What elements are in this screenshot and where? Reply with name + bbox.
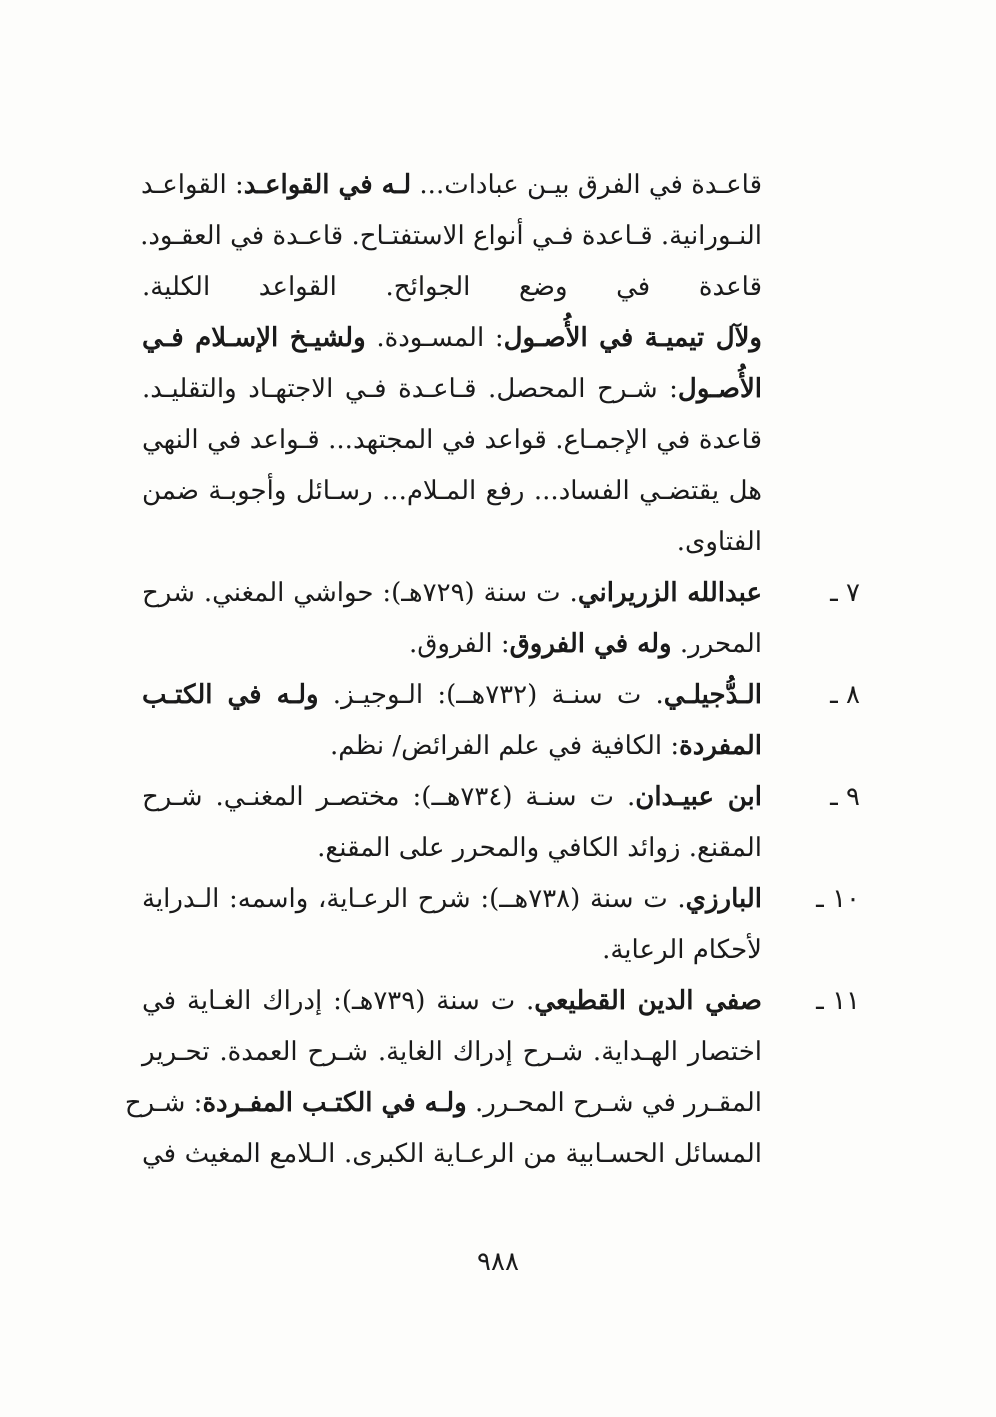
text-line	[142, 721, 762, 772]
item-number: ٧ ـ	[830, 578, 860, 608]
text-line	[142, 1027, 762, 1078]
text-segment: قاعـدة في الفرق بيـن عبادات...	[411, 170, 762, 200]
text-segment: . ت سنة (٧٣٩هـ): إدراك الغـاية في	[142, 986, 535, 1016]
text-segment: : القواعـد	[140, 170, 244, 200]
text-segment: . ت سنـة (٧٣٤هــ): مختصـر المغنـي. شـرح	[142, 782, 636, 812]
text-segment: . ت سنـة (٧٣٢هــ): الـوجيـز.	[318, 680, 664, 710]
bold-segment: ابن عبيـدان	[635, 782, 763, 812]
text-line	[142, 364, 762, 415]
text-segment: : المسـودة.	[365, 323, 504, 353]
bold-segment: الـدُّجيلـي	[663, 680, 763, 710]
text-line	[142, 160, 762, 211]
text-line	[142, 517, 762, 568]
entries-list	[124, 568, 860, 1180]
text-line	[124, 1078, 762, 1129]
text-line	[142, 415, 762, 466]
text-line	[142, 568, 762, 619]
text-segment: المحرر.	[671, 629, 762, 659]
list-item	[142, 670, 860, 772]
text-segment: قاعدة في الإجمـاع. قواعد في المجتهد... قـواعد في النهي	[142, 425, 762, 455]
page-number: ٩٨٨	[477, 1247, 519, 1277]
bold-segment: ولـه في الكتـب	[142, 680, 319, 710]
bold-segment: ولـه في الكتـب المفـردة	[202, 1088, 467, 1118]
text-line	[142, 211, 762, 262]
page-body	[124, 160, 860, 1180]
text-segment: : شـرح المحصل. قـاعـدة فـي الاجتهـاد والتقليـد.	[142, 374, 678, 404]
text-segment: اختصار الهـداية. شـرح إدراك الغاية. شـرح العمدة. تحـرير	[142, 1037, 762, 1067]
item-number: ١٠ ـ	[816, 884, 860, 914]
bold-segment: ولآل تيميـة في الأُصـول	[503, 323, 762, 353]
item-number: ٨ ـ	[830, 680, 860, 710]
text-line	[142, 976, 762, 1027]
bold-segment: لـه في القواعـد	[243, 170, 412, 200]
text-line	[142, 466, 762, 517]
text-line	[142, 670, 762, 721]
text-segment: النـورانية. قـاعدة فـي أنواع الاستفتـاح. قاعـدة في العقـود.	[140, 221, 762, 251]
text-segment: : شـرح	[124, 1088, 203, 1118]
text-line	[142, 823, 762, 874]
text-line	[142, 772, 762, 823]
text-line	[142, 262, 762, 313]
text-segment: : الفروق.	[408, 629, 510, 659]
text-line	[142, 925, 762, 976]
text-segment: هل يقتضـي الفساد... رفع المـلام... رسـائل وأجوبـة ضمن	[142, 476, 762, 506]
text-segment: الفتاوى.	[676, 527, 762, 557]
text-line	[142, 313, 762, 364]
item-number: ٩ ـ	[830, 782, 860, 812]
list-item	[124, 976, 860, 1180]
text-segment: : الكافية في علم الفرائض/ نظم.	[330, 731, 680, 761]
text-line	[142, 1129, 762, 1180]
text-segment: قاعدة في وضع الجوائح. القواعد الكلية.	[142, 272, 762, 302]
list-item	[142, 772, 860, 874]
text-segment: . ت سنة (٧٣٨هــ): شرح الرعـاية، واسمه: الـدراية	[142, 884, 686, 914]
text-segment: المقنع. زوائد الكافي والمحرر على المقنع.	[317, 833, 762, 863]
list-item	[142, 874, 860, 976]
text-line	[142, 619, 762, 670]
intro-paragraph	[142, 160, 762, 568]
bold-segment: وله في الفروق	[509, 629, 672, 659]
list-item	[142, 568, 860, 670]
bold-segment: البارزي	[685, 884, 763, 914]
text-segment: . ت سنة (٧٢٩هـ): حواشي المغني. شرح	[142, 578, 578, 608]
bold-segment: صفي الدين القطيعي	[534, 986, 763, 1016]
bold-segment: المفردة	[679, 731, 762, 761]
bold-segment: عبدالله الزريراني	[577, 578, 762, 608]
item-number: ١١ ـ	[816, 986, 860, 1016]
text-segment: لأحكام الرعاية.	[602, 935, 762, 965]
text-segment: المقـرر في شـرح المحـرر.	[466, 1088, 762, 1118]
text-segment: المسائل الحسـابية من الرعـاية الكبرى. الـلامع المغيث في	[142, 1139, 762, 1169]
text-line	[142, 874, 762, 925]
bold-segment: الأُصـول	[677, 374, 762, 404]
bold-segment: ولشيـخ الإسـلام فـي	[142, 323, 366, 353]
